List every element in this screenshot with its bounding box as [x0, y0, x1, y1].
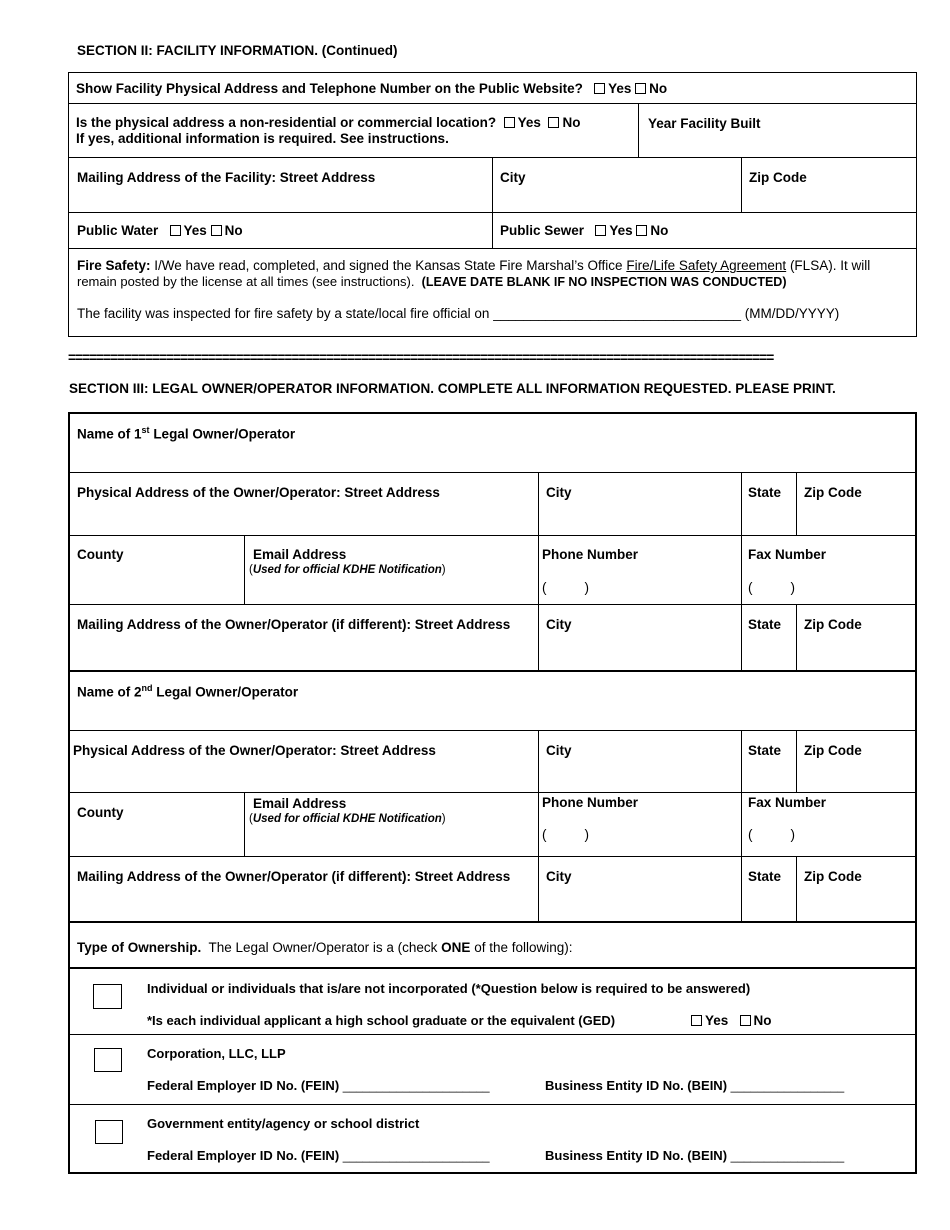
- ownership-government-checkbox[interactable]: [95, 1120, 123, 1144]
- section-2-title: SECTION II: FACILITY INFORMATION. (Continued): [77, 43, 398, 58]
- corporation-bein: Business Entity ID No. (BEIN) _________________: [545, 1078, 845, 1093]
- corporation-bein-field[interactable]: _________________: [730, 1079, 845, 1093]
- ownership-type-heading: Type of Ownership. The Legal Owner/Operator is a (check ONE of the following):: [77, 940, 573, 955]
- facility-city-label: City: [500, 170, 526, 185]
- owner1-county-label: County: [77, 547, 124, 562]
- ownership-corporation-checkbox[interactable]: [94, 1048, 122, 1072]
- owner1-mailing-city-label: City: [546, 617, 572, 632]
- section-separator: =====================================================================================================: [68, 350, 774, 365]
- year-built-label: Year Facility Built: [648, 116, 761, 131]
- owner1-mailing-address-label: Mailing Address of the Owner/Operator (if different): Street Address: [77, 617, 511, 632]
- ged-question: *Is each individual applicant a high school graduate or the equivalent (GED): [147, 1013, 616, 1028]
- owner2-state-label: State: [748, 743, 782, 758]
- corporation-fein-field[interactable]: ______________________: [342, 1079, 490, 1093]
- nonresidential-no-checkbox[interactable]: [548, 117, 559, 128]
- show-address-no-checkbox[interactable]: [635, 83, 646, 94]
- owner1-phone-label: Phone Number: [542, 547, 639, 562]
- corporation-fein: Federal Employer ID No. (FEIN) ______________________: [147, 1078, 490, 1093]
- owner2-mailing-city-label: City: [546, 869, 572, 884]
- owner2-city-label: City: [546, 743, 572, 758]
- owner2-physical-address-label: Physical Address of the Owner/Operator: Street Address: [73, 743, 436, 758]
- owner2-phone-area[interactable]: ( ): [542, 827, 589, 842]
- owner2-fax-area[interactable]: ( ): [748, 827, 795, 842]
- nonresidential-note: If yes, additional information is required. See instructions.: [76, 131, 449, 146]
- owner1-fax-label: Fax Number: [748, 547, 827, 562]
- owner1-name-label: Name of 1st Legal Owner/Operator: [77, 425, 296, 442]
- owner1-city-label: City: [546, 485, 572, 500]
- flsa-link[interactable]: Fire/Life Safety Agreement: [626, 258, 787, 273]
- owner2-fax-label: Fax Number: [748, 795, 827, 810]
- owner1-mailing-state-label: State: [748, 617, 782, 632]
- nonresidential-question: Is the physical address a non-residential or commercial location? Yes No: [76, 115, 581, 130]
- inspection-date-line: The facility was inspected for fire safety by a state/local fire official on _________________________________ (MM/DD/YYYY): [77, 306, 840, 321]
- owner2-phone-label: Phone Number: [542, 795, 639, 810]
- public-sewer-yes-checkbox[interactable]: [595, 225, 606, 236]
- owner1-email-label: Email Address: [253, 547, 347, 562]
- government-fein: Federal Employer ID No. (FEIN) ______________________: [147, 1148, 490, 1163]
- owner1-state-label: State: [748, 485, 782, 500]
- ownership-individual-label: Individual or individuals that is/are not incorporated (*Question below is required to be answered): [147, 981, 751, 996]
- owner2-county-label: County: [77, 805, 124, 820]
- public-water: Public Water Yes No: [77, 223, 243, 238]
- owner2-mailing-zip-label: Zip Code: [804, 869, 862, 884]
- owner2-email-label: Email Address: [253, 796, 347, 811]
- owner2-zip-label: Zip Code: [804, 743, 862, 758]
- ownership-individual-checkbox[interactable]: [93, 984, 122, 1009]
- facility-zip-label: Zip Code: [749, 170, 807, 185]
- public-water-yes-checkbox[interactable]: [170, 225, 181, 236]
- facility-mailing-address-label: Mailing Address of the Facility: Street Address: [77, 170, 376, 185]
- owner1-zip-label: Zip Code: [804, 485, 862, 500]
- ownership-corporation-label: Corporation, LLC, LLP: [147, 1046, 286, 1061]
- ownership-government-label: Government entity/agency or school district: [147, 1116, 420, 1131]
- show-address-question: Show Facility Physical Address and Telephone Number on the Public Website? Yes No: [76, 81, 668, 96]
- inspection-date-field[interactable]: _________________________________: [493, 306, 741, 321]
- owner1-email-note: (Used for official KDHE Notification): [249, 564, 446, 576]
- owner2-email-note: (Used for official KDHE Notification): [249, 813, 446, 825]
- ged-no-checkbox[interactable]: [740, 1015, 751, 1026]
- section-3-title: SECTION III: LEGAL OWNER/OPERATOR INFORMATION. COMPLETE ALL INFORMATION REQUESTED. PLEASE PRINT.: [69, 381, 836, 396]
- public-sewer: Public Sewer Yes No: [500, 223, 669, 238]
- ged-answer: Yes No: [691, 1013, 772, 1028]
- show-address-yes-checkbox[interactable]: [594, 83, 605, 94]
- government-fein-field[interactable]: ______________________: [342, 1149, 490, 1163]
- public-sewer-no-checkbox[interactable]: [636, 225, 647, 236]
- owner1-phone-area[interactable]: ( ): [542, 580, 589, 595]
- government-bein: Business Entity ID No. (BEIN) _________________: [545, 1148, 845, 1163]
- government-bein-field[interactable]: _________________: [730, 1149, 845, 1163]
- owner2-mailing-address-label: Mailing Address of the Owner/Operator (if different): Street Address: [77, 869, 511, 884]
- owner2-mailing-state-label: State: [748, 869, 782, 884]
- ged-yes-checkbox[interactable]: [691, 1015, 702, 1026]
- nonresidential-yes-checkbox[interactable]: [504, 117, 515, 128]
- owner1-mailing-zip-label: Zip Code: [804, 617, 862, 632]
- fire-safety-line2: remain posted by the license at all times (see instructions). (LEAVE DATE BLANK IF NO INSPECTION WAS CONDUCTED): [77, 274, 787, 289]
- owner2-name-label: Name of 2nd Legal Owner/Operator: [77, 683, 299, 700]
- owner1-physical-address-label: Physical Address of the Owner/Operator: Street Address: [77, 485, 440, 500]
- public-water-no-checkbox[interactable]: [211, 225, 222, 236]
- fire-safety-line1: Fire Safety: I/We have read, completed, and signed the Kansas State Fire Marshal’s Office Fire/Life Safety Agreement (FLSA). It will: [77, 258, 871, 273]
- year-built-field[interactable]: [640, 135, 915, 155]
- owner1-fax-area[interactable]: ( ): [748, 580, 795, 595]
